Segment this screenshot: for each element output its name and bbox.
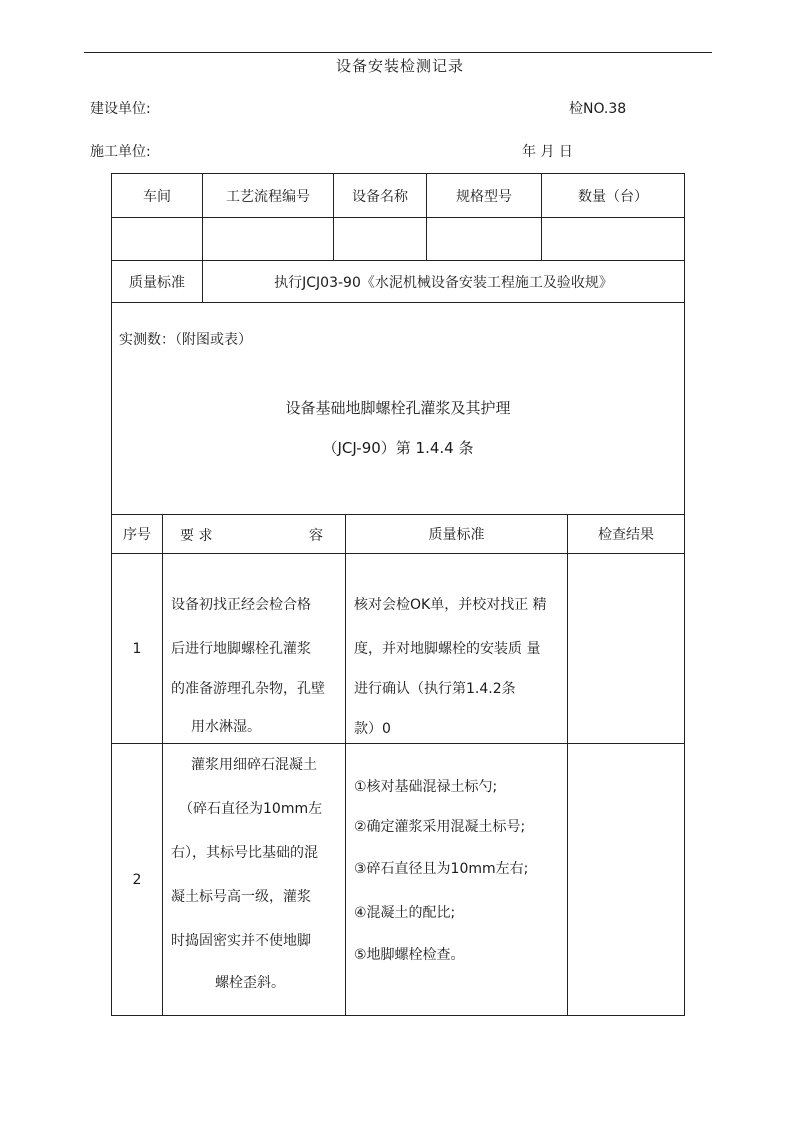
installation-unit-label: 施工单位: (90, 144, 151, 160)
value-cell-workshop[interactable] (111, 217, 203, 261)
row-1-seq: 1 (111, 553, 163, 744)
row-2-req-line-4: 凝土标号高一级，灌浆 (171, 889, 311, 905)
measured-label: 实测数：（附图或表） (119, 332, 252, 348)
row-2-req-line-1: 灌浆用细碎石混凝土 (191, 757, 317, 773)
row-2-std-line-4: ④混凝土的配比; (354, 905, 456, 921)
row-2-req-line-3: 右），其标号比基础的混 (171, 845, 318, 861)
row-1-std-line-4: 款）0 (354, 721, 391, 737)
row-1-requirement (162, 553, 346, 744)
date-label: 年 月 日 (522, 144, 573, 160)
row-2-std-line-1: ①核对基础混禄土标勺; (354, 779, 498, 795)
row-2-req-line-2: （碎石直径为10mm左 (179, 801, 323, 817)
value-cell-spec-model[interactable] (426, 217, 542, 261)
row-1-std-line-1: 核对会检OK单，并校对找正 精 (354, 597, 547, 613)
row-2-seq: 2 (111, 743, 163, 1016)
row-2-std-line-3: ③碎石直径且为10mm左右; (354, 861, 529, 877)
row-2-standard (345, 743, 568, 1016)
row-1-req-line-4: 用水淋湿。 (191, 719, 261, 735)
subheader-requirement (162, 514, 346, 554)
header-cell-quantity: 数量（台） (541, 173, 685, 218)
row-1-req-line-3: 的准备游理孔杂物，孔壁 (171, 681, 325, 697)
row-1-std-line-2: 度，并对地脚螺栓的安装质 量 (354, 641, 541, 657)
value-cell-quantity[interactable] (541, 217, 685, 261)
row-2-std-line-5: ⑤地脚螺栓检查。 (354, 947, 465, 963)
row-2-req-line-6: 螺栓歪斜。 (215, 975, 285, 991)
header-rule (84, 52, 712, 53)
header-cell-workshop: 车间 (111, 173, 203, 218)
row-1-req-line-1: 设备初找正经会检合格 (171, 597, 311, 613)
row-1-standard (345, 553, 568, 744)
row-1-result[interactable] (567, 553, 685, 744)
row-2-std-line-2: ②确定灌浆采用混凝土标号; (354, 819, 526, 835)
row-1-std-line-3: 进行确认（执行第1.4.2条 (354, 681, 516, 697)
header-cell-process-no: 工艺流程编号 (202, 173, 334, 218)
quality-standard-value: 执行JCJ03-90《水泥机械设备安装工程施工及验收规》 (202, 260, 685, 303)
header-cell-spec-model: 规格型号 (426, 173, 542, 218)
section-reference: （JCJ-90）第 1.4.4 条 (322, 439, 474, 457)
subheader-result: 检查结果 (567, 514, 685, 554)
row-2-result[interactable] (567, 743, 685, 1016)
row-2-req-line-5: 时捣固密实并不使地脚 (171, 933, 311, 949)
measured-data-block (111, 302, 685, 515)
header-cell-equipment-name: 设备名称 (333, 173, 427, 218)
construction-unit-label: 建设单位: (90, 101, 151, 117)
quality-standard-label: 质量标准 (111, 260, 203, 303)
page-title: 设备安装检测记录 (335, 57, 464, 75)
subheader-seq: 序号 (111, 514, 163, 554)
value-cell-equipment-name[interactable] (333, 217, 427, 261)
subheader-requirement-a: 要 求 (180, 528, 213, 544)
value-cell-process-no[interactable] (202, 217, 334, 261)
section-title: 设备基础地脚螺栓孔灌浆及其护理 (285, 399, 511, 417)
subheader-requirement-b: 容 (309, 528, 323, 544)
doc-number: 检NO.38 (569, 101, 627, 117)
row-1-req-line-2: 后进行地脚螺栓孔灌浆 (171, 641, 311, 657)
subheader-standard: 质量标准 (345, 514, 568, 554)
row-2-requirement (162, 743, 346, 1016)
